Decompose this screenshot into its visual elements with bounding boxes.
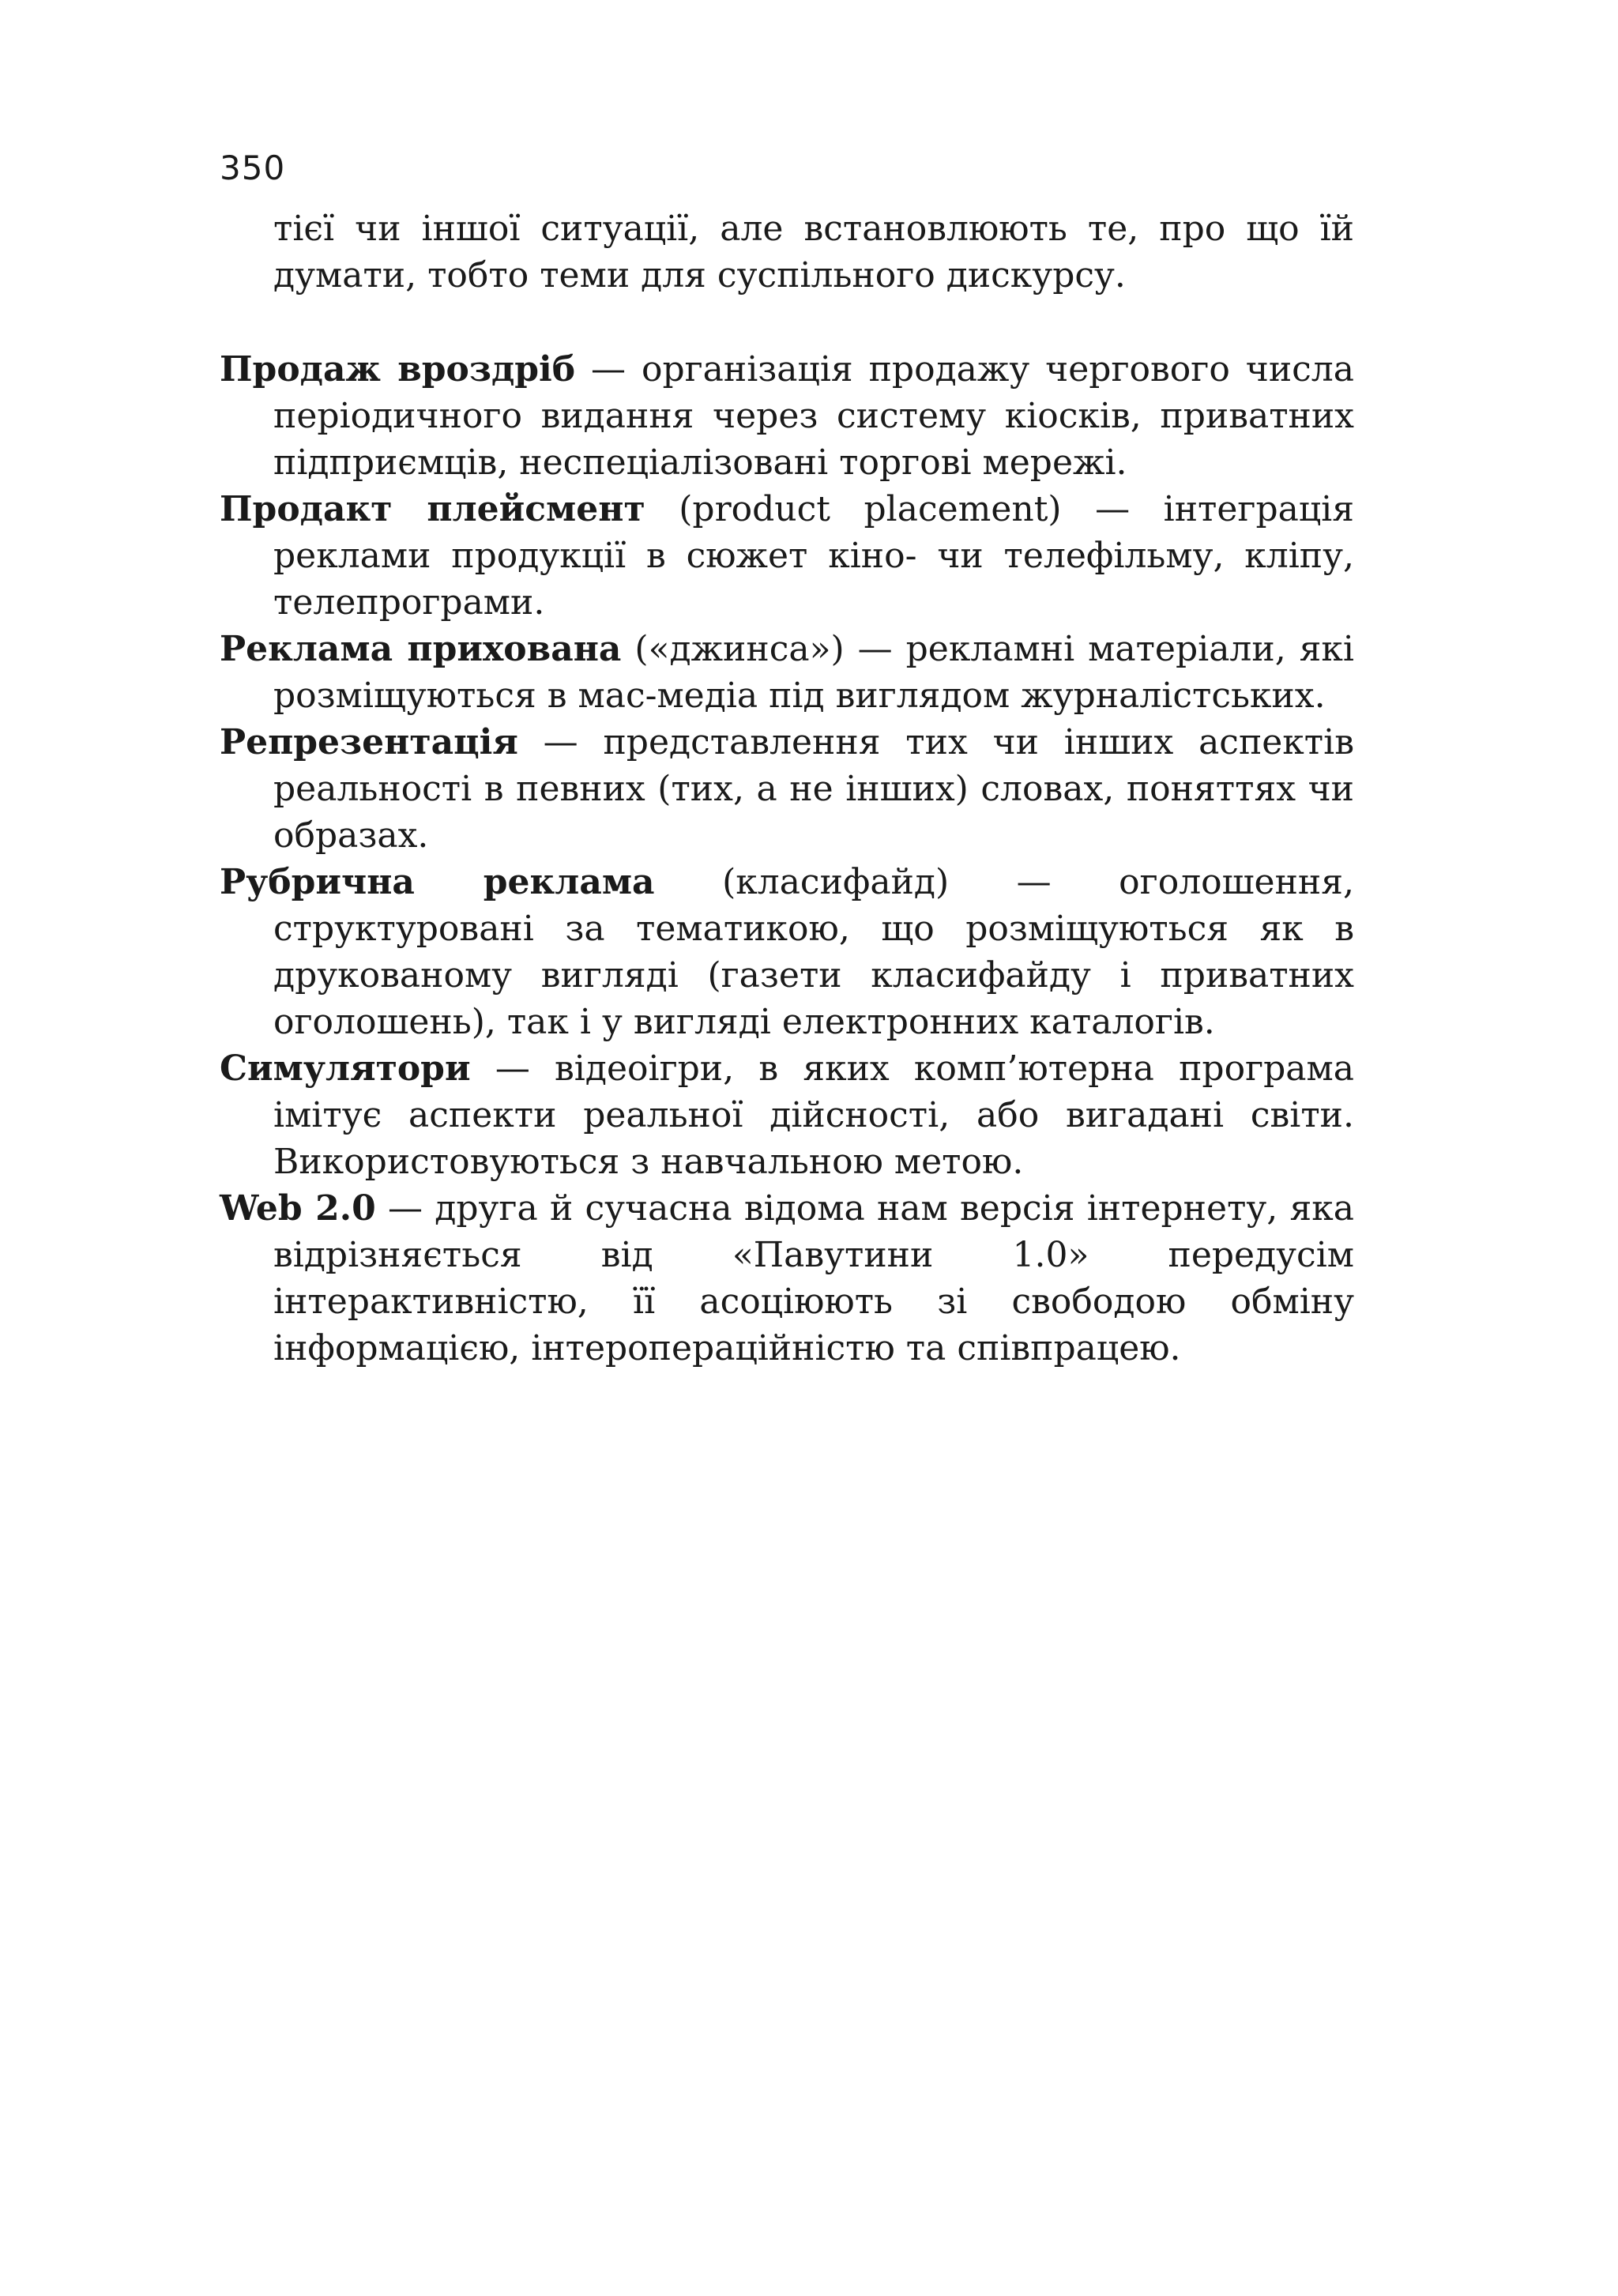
glossary-entry-product-placement: [220, 486, 1354, 626]
glossary-entry-classified-advertising: [220, 859, 1354, 1045]
glossary-term: Продакт плейсмент: [220, 489, 645, 529]
glossary-definition: («джинса») — рекламні матеріали, які розміщуються в мас-медіа під виглядом журналістських.: [273, 629, 1354, 716]
glossary-content: [220, 205, 1354, 1372]
glossary-definition: (класифайд) — оголошення, структуровані за тематикою, що розміщуються як в друкованому вигляді (газети класифайду і приватних оголошень), так і у вигляді електронних каталогів.: [273, 862, 1354, 1042]
glossary-entry-representation: [220, 719, 1354, 859]
glossary-term: Симулятори: [220, 1048, 471, 1089]
glossary-definition: — представлення тих чи інших аспектів реальності в певних (тих, а не інших) словах, поняттях чи образах.: [273, 722, 1354, 856]
glossary-definition: — друга й сучасна відома нам версія інтернету, яка відрізняється від «Павутини 1.0» передусім інтерактивністю, її асоціюють зі свободою обміну інформацією, інтеропераційністю та співпрацею.: [273, 1188, 1355, 1368]
glossary-term: Репрезентація: [220, 722, 518, 762]
glossary-entry-prodazh-vrozdrib: [220, 346, 1354, 486]
glossary-term: Реклама прихована: [220, 629, 622, 669]
glossary-term: Web 2.0: [220, 1188, 376, 1229]
glossary-definition: — організація продажу чергового числа періодичного видання через систему кіосків, приватних підприємців, неспеціалізовані торгові мережі.: [273, 349, 1354, 483]
glossary-entry-simulators: [220, 1045, 1354, 1185]
glossary-definition: (product placement) — інтеграція реклами продукції в сюжет кіно- чи телефільму, кліпу, телепрограми.: [273, 489, 1354, 623]
page-number: 350: [220, 149, 286, 187]
glossary-term: Рубрична реклама: [220, 862, 655, 902]
glossary-entry-hidden-advertising: [220, 626, 1354, 719]
continuation-paragraph: тієї чи іншої ситуації, але встановлюють те, про що їй думати, тобто теми для суспільного дискурсу.: [273, 209, 1354, 295]
glossary-definition: — відеоігри, в яких комп’ютерна програма імітує аспекти реальної дійсності, або вигадані світи. Використовуються з навчальною метою.: [273, 1048, 1354, 1182]
glossary-term: Продаж вроздріб: [220, 349, 576, 390]
glossary-entry-web-2-0: [220, 1185, 1354, 1372]
